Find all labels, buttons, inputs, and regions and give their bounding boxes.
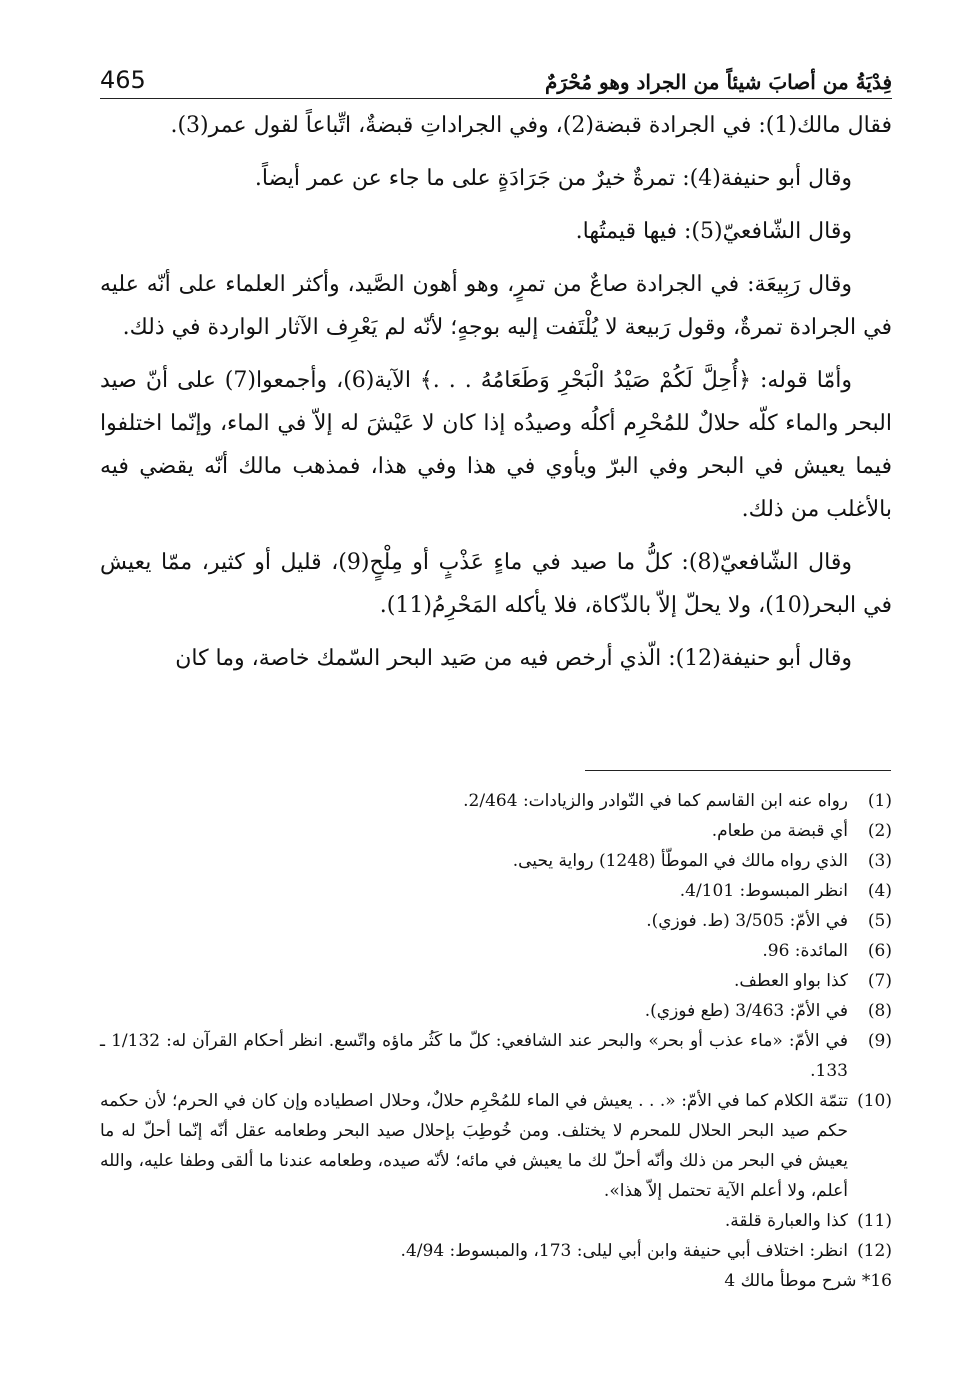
footnote [100,1236,892,1266]
page-header [100,54,892,94]
footnote [100,906,892,936]
paragraph: وقال رَبِيعَة: في الجرادة صاعٌ من تمرٍ، وهو أهون الصَّيد، وأكثر العلماء على أنّه عليه في الجرادة تمرةٌ، وقول رَبيعة لا يُلْتَفت إليه بوجهٍ؛ لأنّه لم يَعْرِف الآثار الواردة في ذلك. [100,272,892,340]
paragraph: فقال مالك(1): في الجرادة قبضة(2)، وفي الجراداتِ قبضةٌ، اتِّباعاً لقول عمر(3). [170,113,892,138]
footnote-number: (12) [857,1241,892,1261]
footnote [100,1206,892,1236]
footnote-text: المائدة: 96. [762,941,848,961]
footnote-text: انظر المبسوط: 4/101. [679,881,848,901]
footnote-text: في الأمّ: 3/505 (ط. فوزي). [646,911,848,931]
footnote-number: (4) [867,881,892,901]
footnote-number: (9) [867,1031,892,1051]
footnote-number: (1) [867,791,892,811]
footnote [100,996,892,1026]
footnote-text: أي قبضة من طعام. [711,821,848,841]
footnote [100,816,892,846]
paragraph: وقال أبو حنيفة(12): الّذي أرخص فيه من صَيد البحر السّمك خاصة، وما كان [175,646,852,671]
footnote-number: (2) [867,821,892,841]
footnote-text: رواه عنه ابن القاسم كما في النّوادر والزيادات: 2/464. [463,791,848,811]
signature-mark: 16* شرح موطأ مالك 4 [724,1271,892,1291]
main-text [100,104,892,690]
footnote-number: (5) [867,911,892,931]
footnote-number: (11) [857,1211,892,1231]
footnote-text: انظر: اختلاف أبي حنيفة وابن أبي ليلى: 173، والمبسوط: 4/94. [400,1241,848,1261]
footnote-text: في الأمّ: 3/463 (طع فوزي). [644,1001,848,1021]
footnote-text: الذي رواه مالك في الموطّأ (1248) رواية يحيى. [512,851,848,871]
paragraph: وأمّا قوله: ﴿أُحِلَّ لَكُمْ صَيْدُ الْبَحْرِ وَطَعَامُهُ . . .﴾ الآية(6)، وأجمعوا(7) على أنّ صيد البحر والماء كلّه حلالٌ للمُحْرِم أكلُه وصيدُه إذا كان لا عَيْشَ له إلاّ في الماء، وإنّما اختلفوا فيما يعيش في البحر وفي البرّ ويأوي في هذا وفي هذا، فمذهب مالك أنّه يقضي فيه بالأغلب من ذلك. [100,368,892,522]
header-rule [100,98,892,99]
footnote-separator [585,770,891,771]
footnote-text: كذا بواو العطف. [733,971,848,991]
footnote-number: (6) [867,941,892,961]
footnote [100,846,892,876]
footnote-number: (7) [867,971,892,991]
footnote-number: (3) [867,851,892,871]
footnote-number: (10) [857,1091,892,1111]
footnote [100,1026,892,1086]
footnote [100,936,892,966]
footnote-text: تتمّة الكلام كما في الأمّ: «. . . يعيش في الماء للمُحْرِم حلالٌ، وحلال اصطياده وإن كان في الحرم؛ لأن حكمه حكم صيد البحر الحلال للمحرم لا يختلف. ومن خُوطِبَ بإحلال صيد البحر وطعامه عقل أنّه إنّما أحلّ له ما يعيش في البحر من ذلك وأنّه أحلّ لك ما يعيش في مائه؛ لأنّه صيده، وطعامه عندنا ما ألقى وطفا عليه، والله أعلم، ولا أعلم الآية تحتمل إلاّ هذا». [100,1091,848,1201]
footnote [100,1086,892,1206]
paragraph: وقال الشّافعيّ(5): فيها قيمتُها. [575,219,852,244]
page-number: 465 [100,66,146,94]
footnote-number: (8) [867,1001,892,1021]
footnote-text: في الأمّ: «ماء عذب أو بحر» والبحر عند الشافعي: كلّ ما كَثُر ماؤه واتّسع. انظر أحكام القرآن له: 1/132 ـ 133. [100,1031,848,1081]
footnote [100,966,892,996]
footnote-text: كذا والعبارة قلقة. [724,1211,848,1231]
paragraph: وقال الشّافعيّ(8): كلُّ ما صيد في ماءٍ عَذْبٍ أو مِلْحٍ(9)، قليل أو كثير، ممّا يعيش في البحر(10)، ولا يحلّ إلاّ بالذّكاة، فلا يأكله المَحْرِمُ(11). [100,550,892,618]
footnote [100,786,892,816]
footnotes [100,786,892,1296]
paragraph: وقال أبو حنيفة(4): تمرةٌ خيرٌ من جَرَادَةٍ على ما جاء عن عمر أيضاً. [254,166,852,191]
footnote [100,876,892,906]
running-title: فِدْيَةُ من أصابَ شيئاً من الجراد وهو مُحْرَمٌ [545,70,892,94]
